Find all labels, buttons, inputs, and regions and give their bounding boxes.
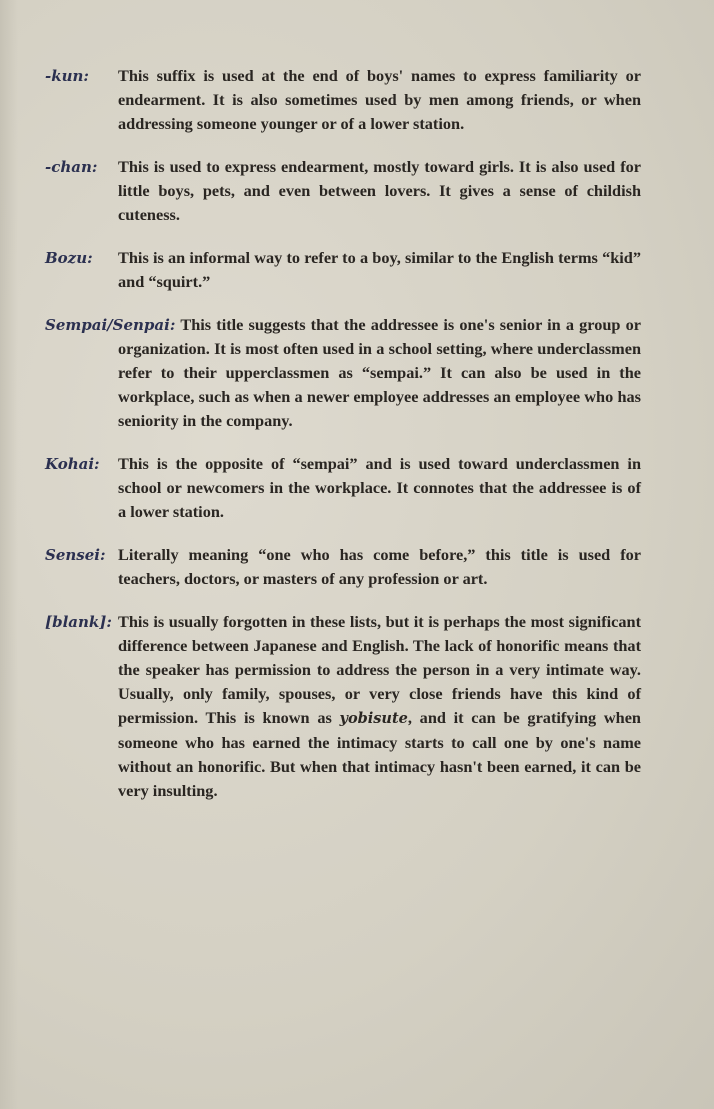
definition: This title suggests that the addressee is one's senior in a group or organization. It is most often used in a school setting, where underclassmen refer to their upperclassmen as “sempai.” It can also be used in the workplace, such as when a newer employee addresses an employee who has seniority in the company.: [118, 315, 641, 430]
term: -kun:: [45, 67, 89, 85]
definition: This is used to express endearment, mostly toward girls. It is also used for little boys, pets, and even between lovers. It gives a sense of childish cuteness.: [118, 157, 641, 224]
emphasis-yobisute: yobisute: [339, 710, 408, 727]
definition-part: This is usually forgotten in these lists, but it is perhaps the most significant difference between Japanese and English. The lack of honorific means that the speaker has permission to address the person in a very intimate way. Usually, only family, spouses, or very close friends have this kind of permission. This is known as: [118, 612, 641, 727]
page-edge-shadow: [0, 0, 18, 1109]
term: [blank]:: [45, 613, 112, 631]
definition: This suffix is used at the end of boys' names to express familiarity or endearment. It is also sometimes used by men among friends, or when addressing someone younger or of a lower station.: [118, 66, 641, 133]
glossary-entry-sensei: [45, 543, 641, 591]
term: Sensei:: [45, 546, 106, 564]
term: Bozu:: [45, 249, 93, 267]
term: Sempai/Senpai:: [45, 316, 176, 334]
definition: This is the opposite of “sempai” and is used toward underclassmen in school or newcomers in the workplace. It connotes that the addressee is of a lower station.: [118, 454, 641, 521]
definition: Literally meaning “one who has come before,” this title is used for teachers, doctors, or masters of any profession or art.: [118, 545, 641, 588]
glossary-entry-blank: [45, 610, 641, 803]
term: -chan:: [45, 158, 98, 176]
glossary-entry-kohai: [45, 452, 641, 524]
glossary-entry-bozu: [45, 246, 641, 294]
glossary-entry-kun: [45, 64, 641, 136]
glossary-entry-sempai: [45, 313, 641, 433]
definition-part: , and it can be gratifying when someone who has earned the intimacy starts to call one by one's name without an honorific. But when that intimacy hasn't been earned, it can be very insulting.: [118, 708, 641, 800]
honorifics-glossary: [45, 64, 641, 822]
glossary-entry-chan: [45, 155, 641, 227]
definition: This is an informal way to refer to a boy, similar to the English terms “kid” and “squirt.”: [118, 248, 641, 291]
term: Kohai:: [45, 455, 100, 473]
